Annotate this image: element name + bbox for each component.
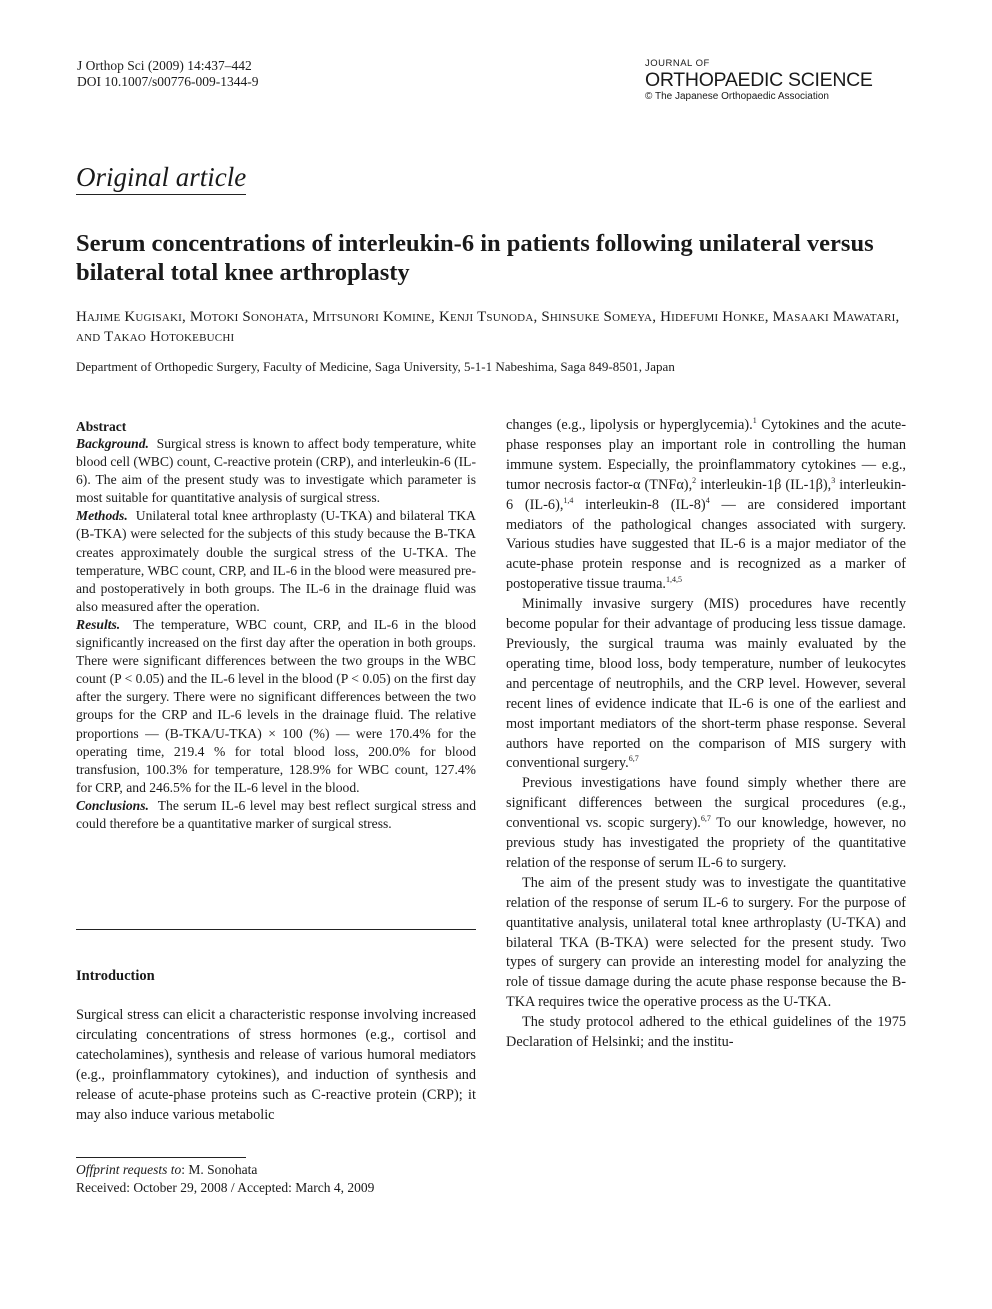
offprint-line — [76, 1161, 374, 1179]
ref-superscript: 1 — [752, 416, 757, 425]
citation — [77, 58, 259, 90]
abstract-body — [76, 435, 476, 833]
text-run: To our knowledge, however, no previous study has investigated the propriety of the quantitative relation of the response of serum IL-6 to surgery. — [506, 815, 906, 871]
abstract-heading: Abstract — [76, 419, 127, 434]
text-run: interleukin-1β (IL-1β), — [696, 476, 832, 493]
ref-superscript: 1,4 — [563, 495, 574, 505]
text-run: changes (e.g., lipolysis or hyperglycemia). — [506, 417, 753, 433]
abstract-conclusions — [76, 797, 476, 833]
offprint-name: : M. Sonohata — [181, 1162, 258, 1177]
ref-superscript: 2 — [692, 475, 697, 485]
methods-text: Unilateral total knee arthroplasty (U-TKA) and bilateral TKA (B-TKA) were selected for the subjects of this study because the B-TKA creates approximately double the surgical stress of the U-TKA. The temperature, WBC count, CRP, and IL-6 in the blood were measured pre- and postoperatively in both groups. The IL-6 in the drainage fluid was also measured after the operation. — [76, 508, 477, 614]
text-run: interleukin-6 (IL-6), — [506, 476, 906, 513]
affiliation: Department of Orthopedic Surgery, Faculty of Medicine, Saga University, 5-1-1 Nabeshima, Saga 849-8501, Japan — [76, 359, 675, 374]
journal-of: JOURNAL OF — [645, 58, 710, 69]
journal-name: ORTHOPAEDIC SCIENCE — [645, 69, 873, 91]
offprint-label: Offprint requests to — [76, 1162, 182, 1177]
results-label: Results. — [76, 616, 121, 632]
introduction-body — [76, 1006, 476, 1125]
results-text: The temperature, WBC count, CRP, and IL-6 in the blood significantly increased on the first day after the operation in both groups. There were significant differences between the two groups in the WBC count (P < 0.05) and the IL-6 level in the blood (P < 0.05) on the first day after the surgery. There were no significant differences between the two groups for the CRP and IL-6 levels in the drainage fluid. The relative proportions — (B-TKA/U-TKA) × 100 (%) — were 170.4% for the operating time, 219.4 % for total blood loss, 200.0% for blood transfusion, 100.3% for temperature, 128.9% for WBC count, 127.4% for CRP, and 246.5% for the IL-6 level in the blood. — [76, 616, 476, 795]
footnote-divider — [76, 1157, 246, 1158]
doi-line: DOI 10.1007/s00776-009-1344-9 — [77, 74, 259, 89]
body-paragraph-5: The study protocol adhered to the ethical guidelines of the 1975 Declaration of Helsinki; and the institu- — [506, 1014, 906, 1051]
conclusions-label: Conclusions. — [76, 797, 149, 813]
ref-superscript: 6,7 — [628, 754, 639, 764]
journal-masthead — [645, 58, 915, 103]
abstract-methods — [76, 507, 476, 616]
right-column — [506, 416, 906, 1053]
ref-superscript: 1,4,5 — [666, 575, 683, 585]
ref-superscript: 4 — [705, 495, 710, 505]
text-run: Cytokines and the acute-phase responses play an important role in controlling the human immune system. Especially, the proinflammatory cytokines — e.g., tumor necrosis factor-α (TNFα), — [506, 417, 906, 493]
journal-copyright: © The Japanese Orthopaedic Association — [645, 91, 829, 102]
body-paragraph-1 — [506, 416, 906, 595]
methods-label: Methods. — [76, 508, 128, 524]
ref-superscript: 6,7 — [700, 814, 711, 824]
abstract-results — [76, 616, 476, 797]
footnote — [76, 1161, 374, 1197]
body-paragraph-4: The aim of the present study was to investigate the quantitative relation of the response of serum IL-6 to surgery. For the purpose of quantitative analysis, unilateral total knee arthroplasty (U-TKA) and bilateral TKA (B-TKA) were selected for the present study. Two types of surgery can provide an interesting model for analyzing the role of tissue damage during the acute phase response because the B-TKA requires twice the operative process as the U-TKA. — [506, 874, 906, 1011]
conclusions-text: The serum IL-6 level may best reflect surgical stress and could therefore be a quantitative marker of surgical stress. — [76, 797, 476, 831]
intro-paragraph: Surgical stress can elicit a characteristic response involving increased circulating concentrations of stress hormones (e.g., cortisol and catecholamines), synthesis and release of various humoral mediators (e.g., proinflammatory cytokines), and induction of synthesis and release of acute-phase proteins such as C-reactive protein (CRP); it may also induce various metabolic — [76, 1007, 476, 1123]
body-paragraph-3 — [506, 774, 906, 874]
ref-superscript: 3 — [831, 475, 836, 485]
section-type: Original article — [76, 162, 246, 195]
background-text: Surgical stress is known to affect body temperature, white blood cell (WBC) count, C-reactive protein (CRP), and interleukin-6 (IL-6). The aim of the present study was to investigate which parameter is most suitable for quantitative analysis of surgical stress. — [76, 436, 476, 506]
abstract-background — [76, 435, 476, 507]
text-run: Minimally invasive surgery (MIS) procedures have recently become popular for their advantage of producing less tissue damage. Previously, the surgical trauma was mainly evaluated by the operating time, blood loss, body temperature, number of leukocytes and percentage of neutrophils, and the CRP level. However, several recent lines of evidence indicate that IL-6 is one of the earliest and most important mediators of the short-term phase response. Several authors have reported on the comparison of MIS surgery with conventional surgery. — [506, 596, 906, 772]
author-list: Hajime Kugisaki, Motoki Sonohata, Mitsunori Komine, Kenji Tsunoda, Shinsuke Someya, Hidefumi Honke, Masaaki Mawatari, and Takao Hotokebuchi — [76, 309, 900, 345]
text-run: interleukin-8 (IL-8) — [573, 496, 706, 513]
introduction-heading: Introduction — [76, 968, 155, 984]
citation-line: J Orthop Sci (2009) 14:437–442 — [77, 58, 252, 73]
body-paragraph-2 — [506, 595, 906, 774]
background-label: Background. — [76, 436, 149, 451]
article-title: Serum concentrations of interleukin-6 in patients following unilateral versus bilateral total knee arthroplasty — [76, 230, 874, 286]
text-run: Previous investigations have found simply whether there are significant differences between the surgical procedures (e.g., conventional vs. scopic surgery). — [506, 775, 906, 832]
abstract-divider — [76, 929, 476, 930]
received-dates: Received: October 29, 2008 / Accepted: March 4, 2009 — [76, 1180, 375, 1195]
text-run: — are considered important mediators of the pathological changes associated with surgery. Various studies have suggested that IL-6 is a major mediator of the acute-phase protein response and is recognized as a marker of postoperative tissue trauma. — [506, 496, 906, 593]
